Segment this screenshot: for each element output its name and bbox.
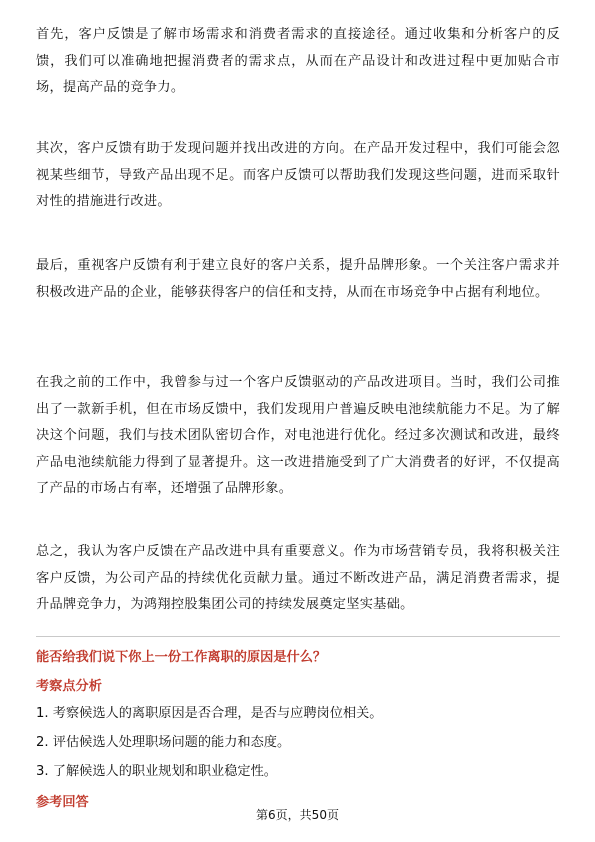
- interview-question: 能否给我们说下你上一份工作离职的原因是什么？: [36, 650, 327, 665]
- analysis-item-3: 3. 了解候选人的职业规划和职业稳定性。: [36, 764, 277, 779]
- page-number: 第6页，共50页: [256, 808, 339, 822]
- paragraph-third: 最后，重视客户反馈有利于建立良好的客户关系，提升品牌形象。一个关注客户需求并积极改进产品的企业，能够获得客户的信任和支持，从而在市场竞争中占据有利地位。: [36, 258, 560, 300]
- paragraph-first: 首先，客户反馈是了解市场需求和消费者需求的直接途径。通过收集和分析客户的反馈，我们可以准确地把握消费者的需求点，从而在产品设计和改进过程中更加贴合市场，提高产品的竞争力。: [36, 27, 560, 95]
- answer-heading: 参考回答: [36, 795, 89, 810]
- analysis-heading: 考察点分析: [36, 679, 102, 694]
- analysis-item-1: 1. 考察候选人的离职原因是否合理，是否与应聘岗位相关。: [36, 706, 383, 721]
- section-divider: [36, 636, 560, 637]
- paragraph-example: 在我之前的工作中，我曾参与过一个客户反馈驱动的产品改进项目。当时，我们公司推出了一款新手机，但在市场反馈中，我们发现用户普遍反映电池续航能力不足。为了解决这个问题，我们与技术团队密切合作，对电池进行优化。经过多次测试和改进，最终产品电池续航能力得到了显著提升。这一改进措施受到了广大消费者的好评，不仅提高了产品的市场占有率，还增强了品牌形象。: [36, 375, 560, 496]
- paragraph-second: 其次，客户反馈有助于发现问题并找出改进的方向。在产品开发过程中，我们可能会忽视某些细节，导致产品出现不足。而客户反馈可以帮助我们发现这些问题，进而采取针对性的措施进行改进。: [36, 141, 560, 209]
- paragraph-conclusion: 总之，我认为客户反馈在产品改进中具有重要意义。作为市场营销专员，我将积极关注客户反馈，为公司产品的持续优化贡献力量。通过不断改进产品，满足消费者需求，提升品牌竞争力，为鸿翔控股集团公司的持续发展奠定坚实基础。: [36, 544, 560, 612]
- analysis-item-2: 2. 评估候选人处理职场问题的能力和态度。: [36, 735, 291, 750]
